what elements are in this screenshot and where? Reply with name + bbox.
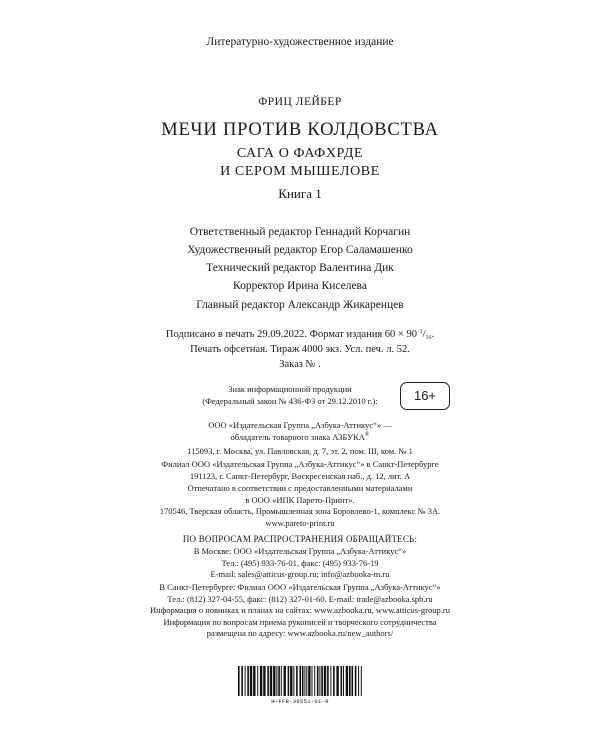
barcode-bar — [319, 666, 320, 696]
spb-branch: Филиал ООО «Издательская Группа „Азбука-Аттикус“» в Санкт-Петербурге — [161, 459, 439, 469]
barcode-bar — [304, 666, 305, 696]
printer-website: www.pareto-print.ru — [265, 518, 335, 528]
barcode-bar — [324, 666, 326, 696]
trademark-text: обладатель товарного знака АЗБУКА — [230, 432, 365, 442]
barcode-bar — [260, 666, 262, 696]
barcode-bar — [321, 666, 323, 696]
barcode-bar — [288, 666, 290, 696]
format-fraction-numerator: 1 — [419, 329, 423, 335]
barcode-bar — [349, 666, 351, 696]
chief-editor: Главный редактор Александр Жикаренцев — [196, 299, 404, 311]
barcode-number: Н-FFB-38551-01-R — [271, 698, 329, 705]
author-name: ФРИЦ ЛЕЙБЕР — [258, 96, 342, 108]
barcode-bar — [317, 666, 319, 696]
manuscripts-info: Информация по вопросам приема рукописей и творческого сотрудничества — [163, 617, 437, 627]
spb-branch-address: 191123, г. Санкт-Петербург, Воскресенская наб., д. 12, лит. А — [189, 471, 411, 481]
barcode-bar — [352, 666, 354, 696]
distribution-spb-phone: Тел.: (812) 327-04-55, факс: (812) 327-01-60. E-mail: trade@azbooka.spb.ru — [167, 594, 433, 604]
book-subtitle-line2: И СЕРОМ МЫШЕЛОВЕ — [220, 164, 380, 179]
barcode-bar — [299, 666, 301, 696]
barcode-bar — [314, 666, 315, 696]
book-subtitle-line1: САГА О ФАФХРДЕ — [236, 146, 364, 161]
barcode-bar — [245, 666, 246, 696]
barcode-bar — [273, 666, 275, 696]
publisher-address: 115093, г. Москва, ул. Павловская, д. 7, эт. 2, пом. III, ком. № 1 — [187, 446, 413, 456]
barcode-bar — [247, 666, 249, 696]
printed-note: Отпечатано в соответствии с предоставленными материалами — [187, 483, 413, 493]
age-rating-badge: 16+ — [400, 382, 450, 410]
barcode-bar — [343, 666, 344, 696]
barcode-bar — [293, 666, 294, 696]
distribution-heading: ПО ВОПРОСАМ РАСПРОСТРАНЕНИЯ ОБРАЩАЙТЕСЬ: — [182, 534, 418, 544]
barcode-bar — [281, 666, 282, 696]
barcode-bar — [355, 666, 357, 696]
distribution-spb: В Санкт-Петербурге: Филиал ООО «Издательская Группа „Азбука-Аттикус“» — [159, 582, 441, 592]
barcode-bar — [267, 666, 269, 696]
format-fraction-denominator: 16 — [425, 335, 432, 341]
barcode-bar — [358, 666, 359, 696]
responsible-editor: Ответственный редактор Геннадий Корчагин — [189, 226, 411, 238]
print-signed-line: Подписано в печать 29.09.2022. Формат издания 60 × 90 $^1/_{16}$. — [165, 329, 435, 341]
barcode-bar — [330, 666, 331, 696]
barcode-bar — [278, 666, 280, 696]
barcode-bar — [257, 666, 258, 696]
news-websites: Информация о новинках и планах на сайтах: www.azbooka.ru, www.atticus-group.ru — [150, 605, 450, 615]
publisher-name: ООО «Издательская Группа „Азбука-Аттикус“» — — [208, 420, 392, 430]
manuscripts-url: размещена по адресу: www.azbooka.ru/new_authors/ — [206, 628, 394, 638]
book-title: МЕЧИ ПРОТИВ КОЛДОВСТВА — [161, 120, 439, 140]
barcode-bar — [308, 666, 310, 696]
art-editor: Художественный редактор Егор Саламашенко — [187, 244, 413, 256]
barcode-bar — [306, 666, 307, 696]
printer-name: в ООО «ИПК Парето-Принт». — [245, 495, 355, 505]
barcode-bar — [336, 666, 338, 696]
barcode-bar — [346, 666, 348, 696]
barcode-bar — [312, 666, 313, 696]
distribution-moscow: В Москве: ООО «Издательская Группа „Азбука-Аттикус“» — [193, 546, 407, 556]
barcode-bar — [341, 666, 343, 696]
barcode-bar — [284, 666, 286, 696]
distribution-moscow-phone: Тел.: (495) 933-76-01, факс: (495) 933-76-19 — [221, 558, 379, 568]
registered-mark: ® — [364, 432, 370, 438]
print-signed-text: Подписано в печать 29.09.2022. Формат издания 60 × 90 — [165, 329, 417, 340]
barcode-bar — [253, 666, 255, 696]
barcode-bar — [250, 666, 252, 696]
barcode-bar — [290, 666, 292, 696]
barcode-bar — [276, 666, 277, 696]
info-sign-line1: Знак информационной продукции — [228, 384, 352, 394]
info-product-sign-text — [180, 383, 400, 407]
order-number-line: Заказ № . — [279, 359, 321, 370]
book-number: Книга 1 — [278, 186, 322, 201]
distribution-moscow-email: E-mail: sales@atticus-group.ru; info@azbooka-m.ru — [210, 569, 390, 579]
barcode-bar — [361, 666, 362, 696]
barcode-bar — [302, 666, 304, 696]
barcode-bar — [327, 666, 329, 696]
edition-type: Литературно-художественное издание — [206, 36, 394, 48]
barcode — [237, 666, 363, 696]
barcode-bar — [296, 666, 298, 696]
technical-editor: Технический редактор Валентина Дик — [206, 262, 394, 274]
printer-address: 170546, Тверская область, Промышленная зона Боровлево-1, комплекс № 3А. — [159, 506, 441, 516]
barcode-bar — [270, 666, 272, 696]
print-run-line: Печать офсетная. Тираж 4000 экз. Усл. печ. л. 52. — [190, 344, 410, 355]
barcode-bar — [238, 666, 240, 696]
print-signed-suffix: . — [431, 329, 435, 340]
info-sign-line2: (Федеральный закон № 436-ФЗ от 29.12.2010 г.): — [202, 396, 378, 406]
barcode-bar — [241, 666, 243, 696]
barcode-bar — [333, 666, 335, 696]
barcode-bar — [263, 666, 265, 696]
trademark-holder — [0, 432, 600, 442]
proofreader: Корректор Ирина Киселева — [233, 280, 367, 292]
